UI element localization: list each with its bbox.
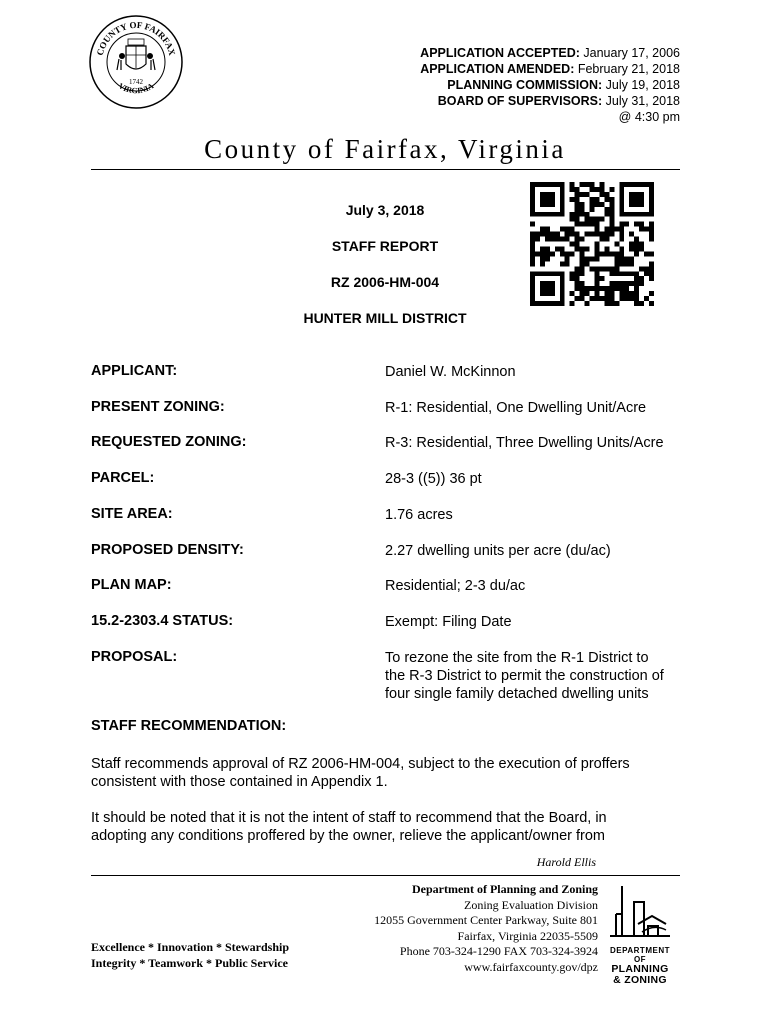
report-type: STAFF REPORT — [331, 238, 439, 254]
requested-zoning-value: R-3: Residential, Three Dwelling Units/Acre — [385, 435, 664, 451]
department-address: Department of Planning and Zoning Zoning Evaluation Division 12055 Government Center Parkway, Suite 801 Fairfax, Virginia 22035-5509 Phone 703-324-1290 FAX 703-324-3924 www.fairfaxcounty.gov/dpz — [374, 882, 598, 974]
case-number: RZ 2006-HM-004 — [330, 274, 440, 290]
date-row: APPLICATION ACCEPTED: January 17, 2006 — [420, 46, 680, 60]
district: HUNTER MILL DISTRICT — [303, 310, 467, 326]
application-dates — [420, 45, 680, 125]
seal-year: 1742 — [129, 78, 143, 86]
site-area-label: SITE AREA: — [91, 506, 173, 522]
dpz-logo-text: DEPARTMENT OF PLANNING & ZONING — [610, 946, 670, 986]
site-area-value: 1.76 acres — [385, 507, 453, 523]
footer-divider — [91, 875, 680, 876]
seal-top-text: COUNTY OF FAIRFAX — [94, 19, 178, 57]
seal-bottom-text: VIRGINIA — [116, 81, 156, 96]
header-divider — [91, 169, 680, 170]
motto: Excellence * Innovation * Stewardship Integrity * Teamwork * Public Service — [91, 940, 290, 970]
qr-modules — [530, 182, 654, 306]
note-paragraph: It should be noted that it is not the intent of staff to recommend that the Board, in adopting any conditions proffered by the owner, relieve the applicant/owner from — [91, 810, 607, 844]
department-website: www.fairfaxcounty.gov/dpz — [464, 959, 598, 974]
present-zoning-value: R-1: Residential, One Dwelling Unit/Acre — [385, 400, 647, 416]
signer-name: Harold Ellis — [536, 855, 596, 869]
meeting-time: @ 4:30 pm — [618, 110, 680, 124]
proposed-density-label: PROPOSED DENSITY: — [91, 542, 244, 558]
date-row: BOARD OF SUPERVISORS: July 31, 2018 — [437, 94, 680, 108]
applicant-label: APPLICANT: — [91, 363, 178, 379]
proposal-value: To rezone the site from the R-1 District to the R-3 District to permit the construction of four single family detached dwelling units — [385, 650, 664, 702]
status-label: 15.2-2303.4 STATUS: — [91, 613, 234, 629]
present-zoning-label: PRESENT ZONING: — [91, 399, 225, 415]
county-seal — [88, 14, 184, 110]
recommendation-paragraph: Staff recommends approval of RZ 2006-HM-004, subject to the execution of proffers consistent with those contained in Appendix 1. — [91, 756, 630, 790]
date-row: APPLICATION AMENDED: February 21, 2018 — [420, 62, 680, 76]
plan-map-value: Residential; 2-3 du/ac — [385, 578, 526, 594]
county-title: County of Fairfax, Virginia — [204, 134, 566, 164]
recommendation-heading: STAFF RECOMMENDATION: — [91, 718, 287, 734]
parcel-label: PARCEL: — [91, 470, 155, 486]
requested-zoning-label: REQUESTED ZONING: — [91, 434, 247, 450]
plan-map-label: PLAN MAP: — [91, 577, 172, 593]
applicant-value: Daniel W. McKinnon — [385, 364, 516, 380]
report-date: July 3, 2018 — [345, 202, 425, 218]
date-row: PLANNING COMMISSION: July 19, 2018 — [447, 78, 680, 92]
proposal-label: PROPOSAL: — [91, 649, 178, 665]
qr-code — [530, 182, 654, 306]
status-value: Exempt: Filing Date — [385, 614, 512, 630]
parcel-value: 28-3 ((5)) 36 pt — [385, 471, 482, 487]
proposed-density-value: 2.27 dwelling units per acre (du/ac) — [385, 543, 611, 559]
